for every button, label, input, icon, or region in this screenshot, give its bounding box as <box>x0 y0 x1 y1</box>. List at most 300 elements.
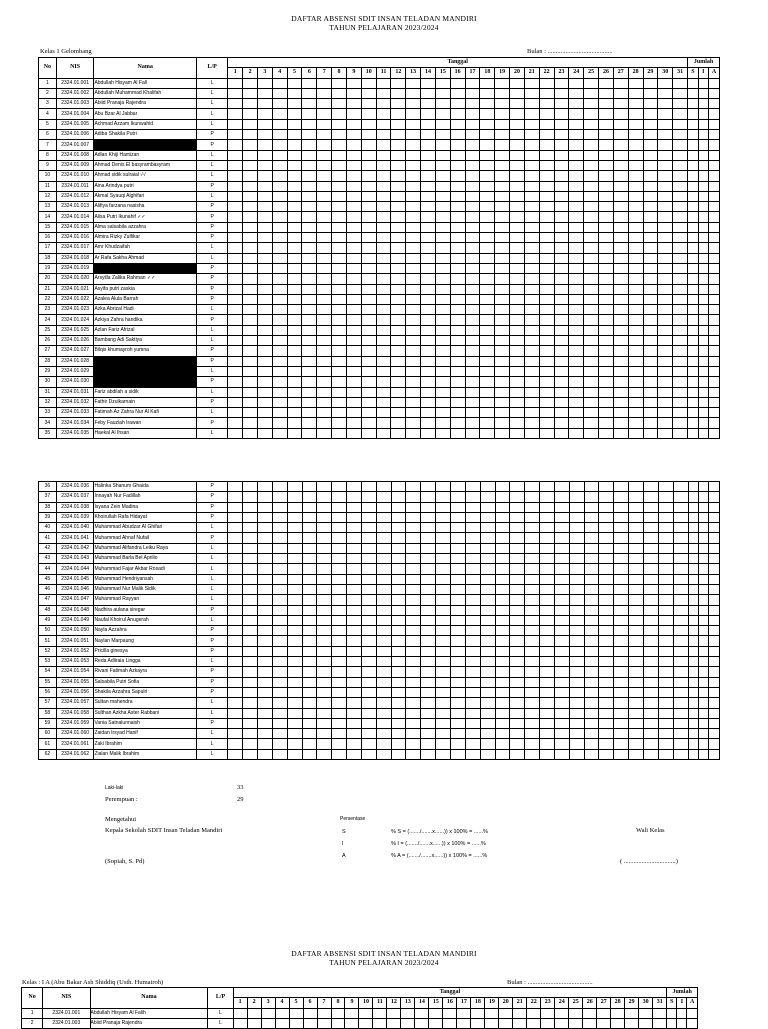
attendance-cell[interactable] <box>599 119 614 129</box>
attendance-cell[interactable] <box>510 554 525 564</box>
attendance-cell[interactable] <box>643 749 658 759</box>
attendance-cell[interactable] <box>584 263 599 273</box>
attendance-cell[interactable] <box>465 356 480 366</box>
attendance-cell[interactable] <box>524 191 539 201</box>
attendance-cell[interactable] <box>436 574 451 584</box>
attendance-cell[interactable] <box>524 418 539 428</box>
attendance-cell[interactable] <box>302 212 317 222</box>
attendance-cell[interactable] <box>228 492 243 502</box>
attendance-cell[interactable] <box>569 605 584 615</box>
attendance-cell[interactable] <box>510 636 525 646</box>
attendance-cell[interactable] <box>643 698 658 708</box>
attendance-cell[interactable] <box>287 418 302 428</box>
attendance-cell[interactable] <box>332 181 347 191</box>
attendance-cell[interactable] <box>554 677 569 687</box>
attendance-cell[interactable] <box>495 150 510 160</box>
attendance-cell[interactable] <box>569 574 584 584</box>
attendance-cell[interactable] <box>525 605 540 615</box>
attendance-cell[interactable] <box>658 554 673 564</box>
attendance-cell[interactable] <box>554 315 569 325</box>
attendance-cell[interactable] <box>287 336 302 346</box>
attendance-cell[interactable] <box>332 554 347 564</box>
attendance-cell[interactable] <box>688 605 698 615</box>
attendance-cell[interactable] <box>465 336 480 346</box>
attendance-cell[interactable] <box>272 482 287 492</box>
attendance-cell[interactable] <box>495 584 510 594</box>
attendance-cell[interactable] <box>243 533 258 543</box>
attendance-cell[interactable] <box>599 171 614 181</box>
attendance-cell[interactable] <box>421 99 436 109</box>
attendance-cell[interactable] <box>510 366 525 376</box>
attendance-cell[interactable] <box>495 263 510 273</box>
attendance-cell[interactable] <box>584 667 599 677</box>
attendance-cell[interactable] <box>658 109 673 119</box>
attendance-cell[interactable] <box>391 397 406 407</box>
attendance-cell[interactable] <box>614 677 629 687</box>
attendance-cell[interactable] <box>658 356 673 366</box>
attendance-cell[interactable] <box>539 336 554 346</box>
attendance-cell[interactable] <box>495 305 510 315</box>
attendance-cell[interactable] <box>332 698 347 708</box>
attendance-cell[interactable] <box>347 657 362 667</box>
attendance-cell[interactable] <box>361 294 376 304</box>
attendance-cell[interactable] <box>332 202 347 212</box>
attendance-cell[interactable] <box>540 605 555 615</box>
attendance-cell[interactable] <box>361 171 376 181</box>
attendance-cell[interactable] <box>332 543 347 553</box>
attendance-cell[interactable] <box>629 595 644 605</box>
attendance-cell[interactable] <box>495 233 510 243</box>
attendance-cell[interactable] <box>450 243 465 253</box>
attendance-cell[interactable] <box>376 574 391 584</box>
attendance-cell[interactable] <box>658 492 673 502</box>
attendance-cell[interactable] <box>332 718 347 728</box>
attendance-cell[interactable] <box>658 729 673 739</box>
attendance-cell[interactable] <box>495 574 510 584</box>
attendance-cell[interactable] <box>450 191 465 201</box>
attendance-cell[interactable] <box>539 171 554 181</box>
attendance-cell[interactable] <box>658 502 673 512</box>
attendance-cell[interactable] <box>287 428 302 438</box>
attendance-cell[interactable] <box>495 408 510 418</box>
attendance-cell[interactable] <box>599 202 614 212</box>
attendance-cell[interactable] <box>599 554 614 564</box>
attendance-cell[interactable] <box>540 657 555 667</box>
attendance-cell[interactable] <box>709 243 720 253</box>
attendance-cell[interactable] <box>421 377 436 387</box>
attendance-cell[interactable] <box>391 191 406 201</box>
attendance-cell[interactable] <box>554 140 569 150</box>
attendance-cell[interactable] <box>540 749 555 759</box>
attendance-cell[interactable] <box>698 78 708 88</box>
attendance-cell[interactable] <box>688 150 698 160</box>
attendance-cell[interactable] <box>613 150 628 160</box>
attendance-cell[interactable] <box>614 523 629 533</box>
attendance-cell[interactable] <box>287 687 302 697</box>
attendance-cell[interactable] <box>584 88 599 98</box>
attendance-cell[interactable] <box>243 646 258 656</box>
attendance-cell[interactable] <box>272 595 287 605</box>
attendance-cell[interactable] <box>495 212 510 222</box>
attendance-cell[interactable] <box>258 574 273 584</box>
attendance-cell[interactable] <box>539 119 554 129</box>
attendance-cell[interactable] <box>450 130 465 140</box>
attendance-cell[interactable] <box>228 646 243 656</box>
attendance-cell[interactable] <box>584 181 599 191</box>
attendance-cell[interactable] <box>287 233 302 243</box>
attendance-cell[interactable] <box>228 729 243 739</box>
attendance-cell[interactable] <box>709 294 720 304</box>
attendance-cell[interactable] <box>317 708 332 718</box>
attendance-cell[interactable] <box>302 387 317 397</box>
attendance-cell[interactable] <box>450 366 465 376</box>
attendance-cell[interactable] <box>480 243 495 253</box>
attendance-cell[interactable] <box>361 346 376 356</box>
attendance-cell[interactable] <box>480 356 495 366</box>
attendance-cell[interactable] <box>527 1008 541 1018</box>
attendance-cell[interactable] <box>673 315 688 325</box>
attendance-cell[interactable] <box>599 212 614 222</box>
attendance-cell[interactable] <box>317 284 332 294</box>
attendance-cell[interactable] <box>584 502 599 512</box>
attendance-cell[interactable] <box>376 595 391 605</box>
attendance-cell[interactable] <box>688 492 698 502</box>
attendance-cell[interactable] <box>243 99 258 109</box>
attendance-cell[interactable] <box>287 605 302 615</box>
attendance-cell[interactable] <box>569 346 584 356</box>
attendance-cell[interactable] <box>584 397 599 407</box>
attendance-cell[interactable] <box>643 667 658 677</box>
attendance-cell[interactable] <box>569 140 584 150</box>
attendance-cell[interactable] <box>272 274 287 284</box>
attendance-cell[interactable] <box>465 729 480 739</box>
attendance-cell[interactable] <box>302 739 317 749</box>
attendance-cell[interactable] <box>643 397 658 407</box>
attendance-cell[interactable] <box>257 78 272 88</box>
attendance-cell[interactable] <box>698 315 708 325</box>
attendance-cell[interactable] <box>465 263 480 273</box>
attendance-cell[interactable] <box>554 543 569 553</box>
attendance-cell[interactable] <box>421 667 436 677</box>
attendance-cell[interactable] <box>629 739 644 749</box>
attendance-cell[interactable] <box>421 171 436 181</box>
attendance-cell[interactable] <box>391 212 406 222</box>
attendance-cell[interactable] <box>628 315 643 325</box>
attendance-cell[interactable] <box>287 366 302 376</box>
attendance-cell[interactable] <box>346 243 361 253</box>
attendance-cell[interactable] <box>317 543 332 553</box>
attendance-cell[interactable] <box>228 657 243 667</box>
attendance-cell[interactable] <box>247 1008 261 1018</box>
attendance-cell[interactable] <box>584 119 599 129</box>
attendance-cell[interactable] <box>698 387 708 397</box>
attendance-cell[interactable] <box>287 698 302 708</box>
attendance-cell[interactable] <box>480 325 495 335</box>
attendance-cell[interactable] <box>480 130 495 140</box>
attendance-cell[interactable] <box>346 366 361 376</box>
attendance-cell[interactable] <box>406 626 421 636</box>
attendance-cell[interactable] <box>391 626 406 636</box>
attendance-cell[interactable] <box>287 284 302 294</box>
attendance-cell[interactable] <box>628 263 643 273</box>
attendance-cell[interactable] <box>228 181 243 191</box>
attendance-cell[interactable] <box>525 523 540 533</box>
attendance-cell[interactable] <box>391 253 406 263</box>
attendance-cell[interactable] <box>228 574 243 584</box>
attendance-cell[interactable] <box>257 305 272 315</box>
attendance-cell[interactable] <box>629 605 644 615</box>
attendance-cell[interactable] <box>317 263 332 273</box>
attendance-cell[interactable] <box>303 1008 317 1018</box>
attendance-cell[interactable] <box>436 523 451 533</box>
attendance-cell[interactable] <box>376 533 391 543</box>
attendance-cell[interactable] <box>539 377 554 387</box>
attendance-cell[interactable] <box>613 408 628 418</box>
attendance-cell[interactable] <box>465 564 480 574</box>
attendance-cell[interactable] <box>658 698 673 708</box>
attendance-cell[interactable] <box>272 99 287 109</box>
attendance-cell[interactable] <box>361 274 376 284</box>
attendance-cell[interactable] <box>272 336 287 346</box>
attendance-cell[interactable] <box>317 408 332 418</box>
attendance-cell[interactable] <box>228 543 243 553</box>
attendance-cell[interactable] <box>539 346 554 356</box>
attendance-cell[interactable] <box>376 615 391 625</box>
attendance-cell[interactable] <box>272 718 287 728</box>
attendance-cell[interactable] <box>243 387 258 397</box>
attendance-cell[interactable] <box>406 698 421 708</box>
attendance-cell[interactable] <box>376 428 391 438</box>
attendance-cell[interactable] <box>510 160 525 170</box>
attendance-cell[interactable] <box>436 615 451 625</box>
attendance-cell[interactable] <box>435 294 450 304</box>
attendance-cell[interactable] <box>406 109 421 119</box>
attendance-cell[interactable] <box>709 191 720 201</box>
attendance-cell[interactable] <box>346 305 361 315</box>
attendance-cell[interactable] <box>465 305 480 315</box>
attendance-cell[interactable] <box>258 677 273 687</box>
attendance-cell[interactable] <box>406 274 421 284</box>
attendance-cell[interactable] <box>406 171 421 181</box>
attendance-cell[interactable] <box>539 294 554 304</box>
attendance-cell[interactable] <box>658 191 673 201</box>
attendance-cell[interactable] <box>540 646 555 656</box>
attendance-cell[interactable] <box>539 243 554 253</box>
attendance-cell[interactable] <box>658 564 673 574</box>
attendance-cell[interactable] <box>436 512 451 522</box>
attendance-cell[interactable] <box>258 554 273 564</box>
attendance-cell[interactable] <box>614 708 629 718</box>
attendance-cell[interactable] <box>554 512 569 522</box>
attendance-cell[interactable] <box>599 336 614 346</box>
attendance-cell[interactable] <box>554 397 569 407</box>
attendance-cell[interactable] <box>332 99 347 109</box>
attendance-cell[interactable] <box>406 191 421 201</box>
attendance-cell[interactable] <box>495 274 510 284</box>
attendance-cell[interactable] <box>614 698 629 708</box>
attendance-cell[interactable] <box>391 543 406 553</box>
attendance-cell[interactable] <box>421 274 436 284</box>
attendance-cell[interactable] <box>406 749 421 759</box>
attendance-cell[interactable] <box>258 482 273 492</box>
attendance-cell[interactable] <box>332 729 347 739</box>
attendance-cell[interactable] <box>451 667 466 677</box>
attendance-cell[interactable] <box>480 305 495 315</box>
attendance-cell[interactable] <box>510 523 525 533</box>
attendance-cell[interactable] <box>688 543 698 553</box>
attendance-cell[interactable] <box>495 202 510 212</box>
attendance-cell[interactable] <box>569 377 584 387</box>
attendance-cell[interactable] <box>228 502 243 512</box>
attendance-cell[interactable] <box>643 564 658 574</box>
attendance-cell[interactable] <box>257 191 272 201</box>
attendance-cell[interactable] <box>525 533 540 543</box>
attendance-cell[interactable] <box>673 150 688 160</box>
attendance-cell[interactable] <box>495 595 510 605</box>
attendance-cell[interactable] <box>376 305 391 315</box>
attendance-cell[interactable] <box>709 171 720 181</box>
attendance-cell[interactable] <box>673 584 688 594</box>
attendance-cell[interactable] <box>525 554 540 564</box>
attendance-cell[interactable] <box>302 584 317 594</box>
attendance-cell[interactable] <box>287 584 302 594</box>
attendance-cell[interactable] <box>709 366 720 376</box>
attendance-cell[interactable] <box>302 294 317 304</box>
attendance-cell[interactable] <box>629 708 644 718</box>
attendance-cell[interactable] <box>346 191 361 201</box>
attendance-cell[interactable] <box>540 698 555 708</box>
attendance-cell[interactable] <box>658 523 673 533</box>
attendance-cell[interactable] <box>698 150 708 160</box>
attendance-cell[interactable] <box>376 346 391 356</box>
attendance-cell[interactable] <box>569 636 584 646</box>
attendance-cell[interactable] <box>361 502 376 512</box>
attendance-cell[interactable] <box>709 150 720 160</box>
attendance-cell[interactable] <box>436 708 451 718</box>
attendance-cell[interactable] <box>435 284 450 294</box>
attendance-cell[interactable] <box>347 533 362 543</box>
attendance-cell[interactable] <box>698 482 708 492</box>
attendance-cell[interactable] <box>361 78 376 88</box>
attendance-cell[interactable] <box>554 605 569 615</box>
attendance-cell[interactable] <box>688 119 698 129</box>
attendance-cell[interactable] <box>450 140 465 150</box>
attendance-cell[interactable] <box>584 202 599 212</box>
attendance-cell[interactable] <box>302 677 317 687</box>
attendance-cell[interactable] <box>228 636 243 646</box>
attendance-cell[interactable] <box>451 605 466 615</box>
attendance-cell[interactable] <box>450 387 465 397</box>
attendance-cell[interactable] <box>332 109 347 119</box>
attendance-cell[interactable] <box>272 181 287 191</box>
attendance-cell[interactable] <box>317 88 332 98</box>
attendance-cell[interactable] <box>302 397 317 407</box>
attendance-cell[interactable] <box>391 356 406 366</box>
attendance-cell[interactable] <box>698 677 708 687</box>
attendance-cell[interactable] <box>346 212 361 222</box>
attendance-cell[interactable] <box>376 212 391 222</box>
attendance-cell[interactable] <box>628 428 643 438</box>
attendance-cell[interactable] <box>391 150 406 160</box>
attendance-cell[interactable] <box>421 233 436 243</box>
attendance-cell[interactable] <box>421 564 436 574</box>
attendance-cell[interactable] <box>480 708 495 718</box>
attendance-cell[interactable] <box>554 191 569 201</box>
attendance-cell[interactable] <box>539 140 554 150</box>
attendance-cell[interactable] <box>436 646 451 656</box>
attendance-cell[interactable] <box>421 646 436 656</box>
attendance-cell[interactable] <box>465 492 480 502</box>
attendance-cell[interactable] <box>688 336 698 346</box>
attendance-cell[interactable] <box>346 222 361 232</box>
attendance-cell[interactable] <box>332 397 347 407</box>
attendance-cell[interactable] <box>688 99 698 109</box>
attendance-cell[interactable] <box>629 677 644 687</box>
attendance-cell[interactable] <box>554 99 569 109</box>
attendance-cell[interactable] <box>257 160 272 170</box>
attendance-cell[interactable] <box>495 387 510 397</box>
attendance-cell[interactable] <box>376 492 391 502</box>
attendance-cell[interactable] <box>643 418 658 428</box>
attendance-cell[interactable] <box>346 88 361 98</box>
attendance-cell[interactable] <box>435 88 450 98</box>
attendance-cell[interactable] <box>406 233 421 243</box>
attendance-cell[interactable] <box>376 119 391 129</box>
attendance-cell[interactable] <box>688 366 698 376</box>
attendance-cell[interactable] <box>257 202 272 212</box>
attendance-cell[interactable] <box>539 284 554 294</box>
attendance-cell[interactable] <box>480 428 495 438</box>
attendance-cell[interactable] <box>228 428 243 438</box>
attendance-cell[interactable] <box>584 305 599 315</box>
attendance-cell[interactable] <box>347 729 362 739</box>
attendance-cell[interactable] <box>554 482 569 492</box>
attendance-cell[interactable] <box>539 274 554 284</box>
attendance-cell[interactable] <box>614 502 629 512</box>
attendance-cell[interactable] <box>709 284 720 294</box>
attendance-cell[interactable] <box>599 492 614 502</box>
attendance-cell[interactable] <box>673 698 688 708</box>
attendance-cell[interactable] <box>673 346 688 356</box>
attendance-cell[interactable] <box>539 109 554 119</box>
attendance-cell[interactable] <box>688 646 698 656</box>
attendance-cell[interactable] <box>243 212 258 222</box>
attendance-cell[interactable] <box>233 1008 247 1018</box>
attendance-cell[interactable] <box>331 1008 345 1018</box>
attendance-cell[interactable] <box>613 387 628 397</box>
attendance-cell[interactable] <box>688 574 698 584</box>
attendance-cell[interactable] <box>302 181 317 191</box>
attendance-cell[interactable] <box>257 140 272 150</box>
attendance-cell[interactable] <box>510 749 525 759</box>
attendance-cell[interactable] <box>258 749 273 759</box>
attendance-cell[interactable] <box>272 397 287 407</box>
attendance-cell[interactable] <box>569 739 584 749</box>
attendance-cell[interactable] <box>332 243 347 253</box>
attendance-cell[interactable] <box>361 543 376 553</box>
attendance-cell[interactable] <box>435 408 450 418</box>
attendance-cell[interactable] <box>613 130 628 140</box>
attendance-cell[interactable] <box>698 274 708 284</box>
attendance-cell[interactable] <box>525 749 540 759</box>
attendance-cell[interactable] <box>698 408 708 418</box>
attendance-cell[interactable] <box>480 729 495 739</box>
attendance-cell[interactable] <box>569 274 584 284</box>
attendance-cell[interactable] <box>361 523 376 533</box>
attendance-cell[interactable] <box>228 418 243 428</box>
attendance-cell[interactable] <box>465 482 480 492</box>
attendance-cell[interactable] <box>258 533 273 543</box>
